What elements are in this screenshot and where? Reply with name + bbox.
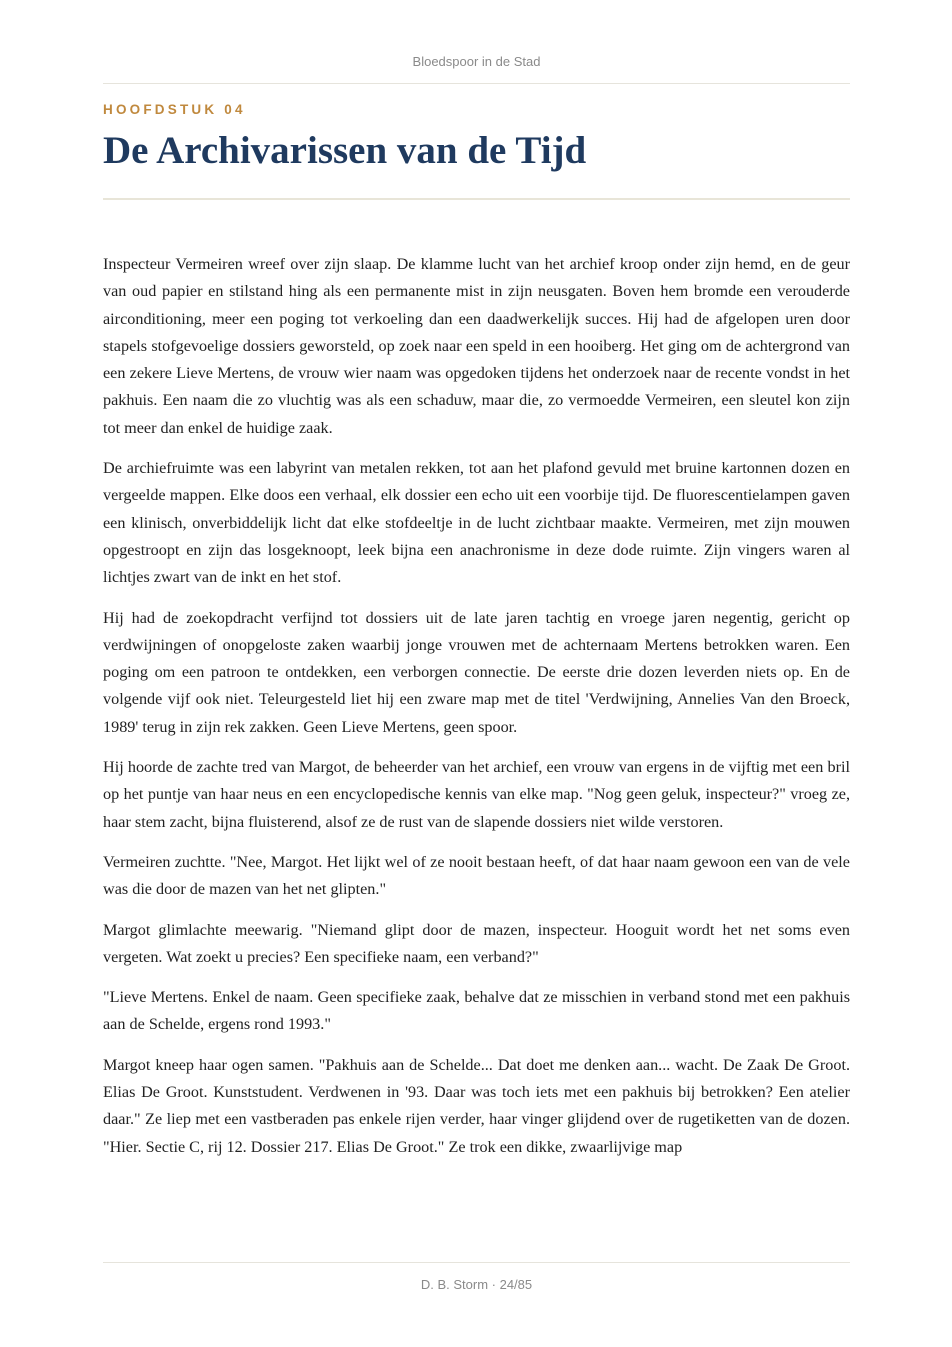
book-page <box>103 0 850 1347</box>
paragraph: Inspecteur Vermeiren wreef over zijn slaap. De klamme lucht van het archief kroop onder zijn hemd, en de geur van oud papier en stilstand hing als een permanente mist in zijn neusgaten. Boven hem bromde een verouderde airconditioning, meer een poging tot verkoeling dan een daadwerkelijk succes. Hij had de afgelopen uren door stapels stofgevoelige dossiers geworsteld, op zoek naar een speld in een hooiberg. Het ging om de achtergrond van een zekere Lieve Mertens, de vrouw wier naam was opgedoken tijdens het onderzoek naar de recente vondst in het pakhuis. Een naam die zo vluchtig was als een schaduw, maar die, zo vermoedde Vermeiren, een sleutel kon zijn tot meer dan enkel de huidige zaak. <box>103 255 850 437</box>
chapter-title: De Archivarissen van de Tijd <box>103 129 587 172</box>
header-divider <box>103 83 850 84</box>
paragraph: Hij hoorde de zachte tred van Margot, de beheerder van het archief, een vrouw van ergens in de vijftig met een bril op het puntje van haar neus en een encyclopedische kennis van elke map. "Nog geen geluk, inspecteur?" vroeg ze, haar stem zacht, bijna fluisterend, alsof ze de rust van de slapende dossiers niet wilde verstoren. <box>103 758 850 831</box>
paragraph: "Lieve Mertens. Enkel de naam. Geen specifieke zaak, behalve dat ze misschien in verband stond met een pakhuis aan de Schelde, ergens rond 1993." <box>103 988 850 1034</box>
running-footer: D. B. Storm · 24/85 <box>420 1277 533 1292</box>
paragraph: Vermeiren zuchtte. "Nee, Margot. Het lijkt wel of ze nooit bestaan heeft, of dat haar naam gewoon een van de vele was die door de mazen van het net glipten." <box>103 852 850 899</box>
paragraph: Margot glimlachte meewarig. "Niemand glipt door de mazen, inspecteur. Hooguit wordt het net soms even vergeten. Wat zoekt u precies? Een specifieke naam, een verband?" <box>103 920 850 966</box>
paragraph: De archiefruimte was een labyrint van metalen rekken, tot aan het plafond gevuld met bruine kartonnen dozen en vergeelde mappen. Elke doos een verhaal, elk dossier een echo uit een voorbije tijd. De fluorescentielampen gaven een klinisch, onverbiddelijk licht dat elke stofdeeltje in de lucht zichtbaar maakte. Vermeiren, met zijn mouwen opgestroopt en zijn das losgeknoopt, leek bijna een anachronisme in deze dode ruimte. Zijn vingers waren al lichtjes zwart van de inkt en het stof. <box>103 459 850 587</box>
title-divider <box>103 198 850 200</box>
footer-divider <box>103 1262 850 1263</box>
chapter-label: HOOFDSTUK 04 <box>103 102 246 117</box>
chapter-body <box>103 251 850 1174</box>
paragraph: Margot kneep haar ogen samen. "Pakhuis aan de Schelde... Dat doet me denken aan... wacht. De Zaak De Groot. Elias De Groot. Kunststudent. Verdwenen in '93. Daar was toch iets met een pakhuis bij betrokken? Een atelier daar." Ze liep met een vastberaden pas enkele rijen verder, haar vinger glijdend over de rugetiketten van de dozen. "Hier. Sectie C, rij 12. Dossier 217. Elias De Groot." Ze trok een dikke, zwaarlijvige map <box>103 1055 850 1156</box>
running-header: Bloedspoor in de Stad <box>412 54 541 69</box>
paragraph: Hij had de zoekopdracht verfijnd tot dossiers uit de late jaren tachtig en vroege jaren negentig, gericht op verdwijningen of onopgeloste zaken waarbij jonge vrouwen met de achternaam Mertens betrokken waren. Een poging om een patroon te ontdekken, een verborgen connectie. De eerste drie dozen leverden niets op. En de volgende vijf ook niet. Teleurgesteld liet hij een zware map met de titel 'Verdwijning, Annelies Van den Broeck, 1989' terug in zijn rek zakken. Geen Lieve Mertens, geen spoor. <box>103 608 850 736</box>
